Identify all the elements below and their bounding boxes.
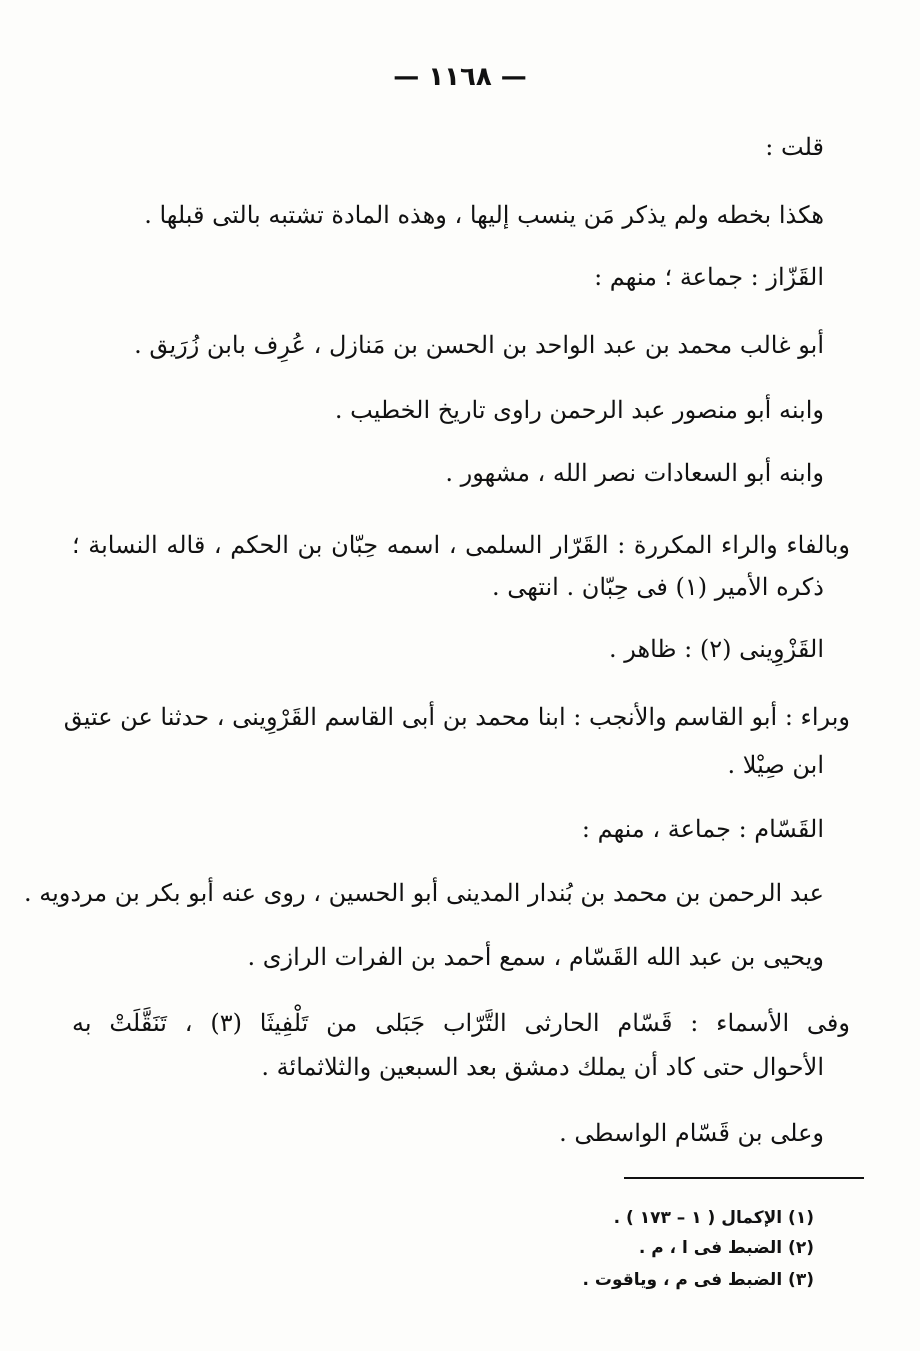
- footnote-divider: [624, 1177, 864, 1179]
- text-line: أبو غالب محمد بن عبد الواحد بن الحسن بن مَنازل ، عُرِف بابن زُرَيق .: [134, 331, 824, 359]
- text-line: وابنه أبو منصور عبد الرحمن راوى تاريخ الخطيب .: [334, 396, 824, 424]
- text-line: الأحوال حتى كاد أن يملك دمشق بعد السبعين والثلاثمائة .: [261, 1053, 824, 1081]
- text-line: وفى الأسماء : قَسّام الحارثى التَّرّاب جَبَلى من تَلْفِيثَا (٣) ، تَنَقَّلَتْ به: [72, 1009, 850, 1037]
- page-number: — ١١٦٨ —: [393, 62, 527, 92]
- text-line: ذكره الأمير (١) فى حِبّان . انتهى .: [491, 573, 824, 601]
- text-line: عبد الرحمن بن محمد بن بُندار المدينى أبو الحسين ، روى عنه أبو بكر بن مردويه .: [23, 879, 824, 907]
- text-line: ابن صِيْلا .: [727, 751, 824, 779]
- text-line: القَزْوِينى (٢) : ظاهر .: [608, 635, 824, 663]
- text-line: قلت :: [765, 133, 824, 161]
- footnote-2: (٢) الضبط فى ا ، م .: [638, 1238, 814, 1258]
- footnote-1: (١) الإكمال ( ١ – ١٧٣ ) .: [613, 1208, 814, 1228]
- text-line: وبالفاء والراء المكررة : القَرّار السلمى ، اسمه حِبّان بن الحكم ، قاله النسابة ؛: [72, 531, 850, 559]
- text-line: ويحيى بن عبد الله القَسّام ، سمع أحمد بن الفرات الرازى .: [247, 943, 824, 971]
- text-line: القَزّاز : جماعة ؛ منهم :: [594, 263, 824, 291]
- text-line: وبراء : أبو القاسم والأنجب : ابنا محمد بن أبى القاسم القَرْوِينى ، حدثنا عن عتيق: [63, 703, 850, 731]
- text-line: هكذا بخطه ولم يذكر مَن ينسب إليها ، وهذه المادة تشتبه بالتى قبلها .: [144, 201, 824, 229]
- footnote-3: (٣) الضبط فى م ، وياقوت .: [582, 1270, 814, 1290]
- text-line: وابنه أبو السعادات نصر الله ، مشهور .: [445, 459, 824, 487]
- text-line: القَسّام : جماعة ، منهم :: [581, 815, 824, 843]
- text-line: وعلى بن قَسّام الواسطى .: [559, 1119, 824, 1147]
